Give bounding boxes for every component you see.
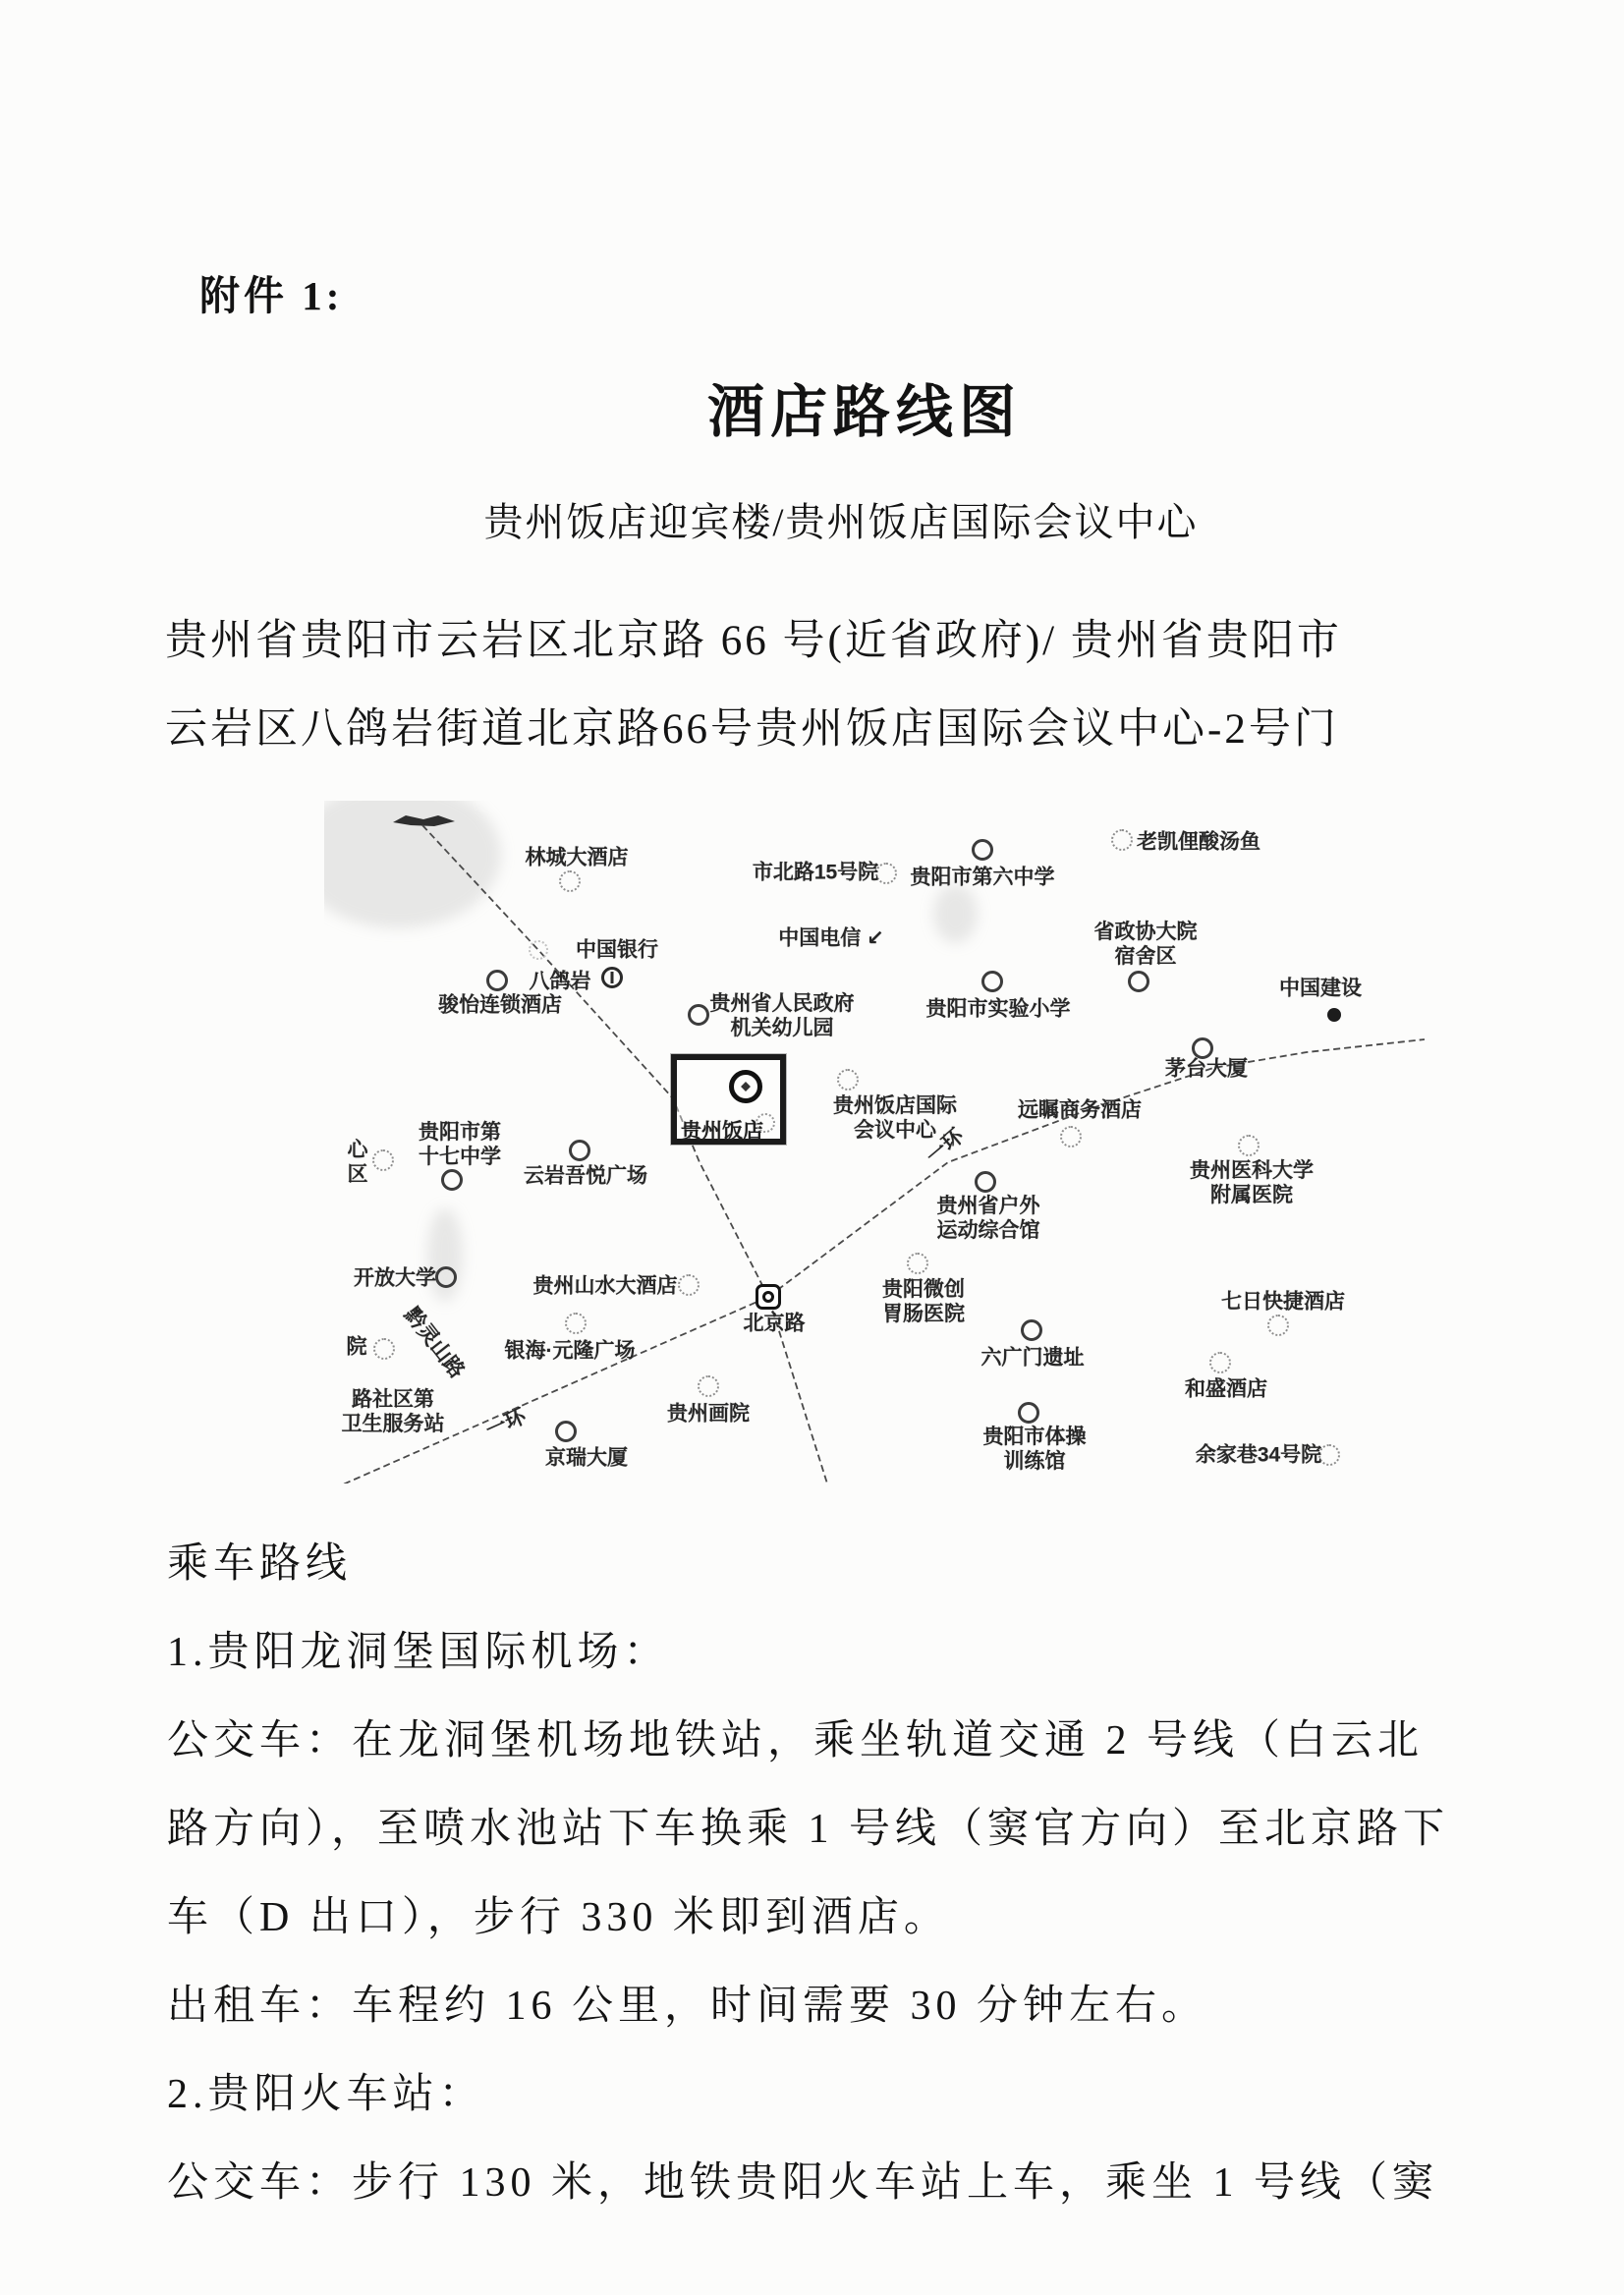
guiyang-experimental-primary-marker	[981, 971, 1003, 992]
bageyan-marker	[486, 970, 508, 991]
shibei-road-15-marker	[875, 863, 897, 884]
hotel-subtitle: 贵州饭店迎宾楼/贵州饭店国际会议中心	[483, 500, 1199, 544]
shanshui-hotel-marker	[678, 1274, 700, 1296]
edge-fragment-yuan-label: 院	[346, 1335, 367, 1359]
guizhou-medical-univ-hospital-label: 贵州医科大学 附属医院	[1190, 1159, 1314, 1206]
gymnastics-training-hall-marker	[1018, 1402, 1039, 1424]
gymnastics-training-hall-label: 贵阳市体操 训练馆	[982, 1426, 1087, 1473]
laokaili-restaurant-marker	[1111, 829, 1133, 851]
guiyang-no17-middle-school-marker	[441, 1169, 463, 1191]
edge-fragment-xin-qu-marker	[372, 1149, 394, 1171]
provincial-cppcc-dormitory-marker	[1128, 971, 1149, 992]
beijing-road-station-marker	[756, 1284, 781, 1310]
hotel-name-label: 贵州饭店	[681, 1120, 763, 1143]
hotel-marker-icon	[756, 1113, 775, 1133]
intl-conference-center-label: 贵州饭店国际 会议中心	[833, 1094, 957, 1142]
edge-fragment-xin-qu-label: 心 区	[347, 1139, 368, 1186]
yujiaxiang-34-marker	[1318, 1444, 1340, 1466]
directions-airport-bus-2: 路方向），至喷水池站下车换乘 1 号线（窦官方向）至北京路下	[167, 1807, 1450, 1852]
outdoor-sports-hall-marker	[975, 1171, 996, 1193]
yunyan-wuyue-plaza-label: 云岩吾悦广场	[524, 1164, 647, 1188]
guiyang-experimental-primary-label: 贵阳市实验小学	[925, 997, 1071, 1021]
yihuan-upper-label: 一环	[922, 1124, 969, 1169]
jingrui-building-label: 京瑞大厦	[545, 1446, 628, 1470]
yujiaxiang-34-label: 余家巷34号院	[1195, 1443, 1322, 1467]
edge-fragment-yuan-marker	[373, 1338, 395, 1360]
yinhai-yuanlong-plaza-label: 银海·元隆广场	[504, 1339, 636, 1363]
address-line-1: 贵州省贵阳市云岩区北京路 66 号(近省政府)/ 贵州省贵阳市	[165, 618, 1342, 664]
hesheng-hotel-label: 和盛酒店	[1185, 1377, 1267, 1401]
page-title: 酒店路线图	[706, 380, 1023, 444]
china-construction-bank-label: 中国建设	[1279, 977, 1362, 1000]
directions-airport-bus-1: 公交车：在龙洞堡机场地铁站，乘坐轨道交通 2 号线（白云北	[167, 1718, 1425, 1763]
lincheng-hotel-label: 林城大酒店	[525, 846, 629, 869]
yihuan-lower-label: 一环	[482, 1404, 530, 1443]
gov-kindergarten-marker	[688, 1004, 709, 1026]
outdoor-sports-hall-label: 贵州省户外 运动综合馆	[936, 1195, 1040, 1242]
jingrui-building-marker	[555, 1421, 577, 1442]
directions-airport-bus-3: 车（D 出口），步行 330 米即到酒店。	[167, 1895, 950, 1940]
road-junction-dot-marker	[529, 940, 548, 960]
bank-of-china-label: 中国银行	[576, 938, 658, 962]
liuguangmen-ruins-marker	[1021, 1319, 1042, 1341]
weichuang-hospital-label: 贵阳微创 胃肠医院	[882, 1278, 965, 1325]
hotel-highlight-box	[671, 1054, 786, 1145]
bank-of-china-marker	[601, 967, 623, 988]
yuanzhu-business-hotel-marker	[1060, 1126, 1082, 1148]
address-line-2: 云岩区八鸽岩街道北京路66号贵州饭店国际会议中心-2号门	[165, 706, 1339, 753]
laokaili-restaurant-label: 老凯俚酸汤鱼	[1137, 830, 1260, 854]
yuanzhu-business-hotel-label: 远瞩商务酒店	[1018, 1098, 1142, 1122]
beijing-road-station-label: 北京路	[743, 1312, 806, 1335]
guizhou-art-academy-label: 贵州画院	[667, 1402, 750, 1426]
china-telecom-label: 中国电信 ↙	[778, 926, 884, 950]
yunyan-wuyue-plaza-marker	[569, 1140, 590, 1161]
directions-railway-bus-1: 公交车：步行 130 米，地铁贵阳火车站上车，乘坐 1 号线（窦	[167, 2160, 1439, 2206]
directions-railway-heading: 2.贵阳火车站：	[167, 2072, 485, 2117]
gov-kindergarten-label: 贵州省人民政府 机关幼儿园	[709, 992, 855, 1039]
intl-conference-center-marker	[837, 1069, 859, 1091]
weichuang-hospital-marker	[907, 1253, 928, 1274]
guiyang-no6-middle-school-label: 贵阳市第六中学	[910, 866, 1055, 889]
liuguangmen-ruins-label: 六广门遗址	[980, 1346, 1085, 1370]
bageyan-label: 八鸽岩	[529, 970, 591, 993]
attachment-label: 附件 1:	[199, 273, 344, 318]
seven-days-express-hotel-marker	[1267, 1315, 1289, 1336]
maotai-building-label: 茅台大厦	[1165, 1057, 1248, 1081]
community-health-station-label: 路社区第 卫生服务站	[341, 1388, 445, 1435]
hotel-pin-icon	[729, 1070, 762, 1103]
guiyang-no17-middle-school-label: 贵阳市第 十七中学	[419, 1121, 501, 1168]
lincheng-hotel-marker	[559, 870, 581, 892]
yinhai-yuanlong-plaza-marker	[565, 1313, 587, 1334]
shibei-road-15-label: 市北路15号院	[752, 861, 879, 884]
junyi-chain-hotel-label: 骏怡连锁酒店	[438, 993, 562, 1017]
china-construction-bank-marker	[1327, 1008, 1341, 1022]
guiyang-no6-middle-school-marker	[972, 839, 993, 861]
hesheng-hotel-marker	[1209, 1352, 1231, 1373]
provincial-cppcc-dormitory-label: 省政协大院 宿舍区	[1093, 921, 1198, 968]
shanshui-hotel-label: 贵州山水大酒店	[532, 1274, 678, 1298]
open-university-label: 开放大学	[354, 1266, 436, 1290]
directions-airport-heading: 1.贵阳龙洞堡国际机场：	[167, 1630, 670, 1675]
guizhou-art-academy-marker	[698, 1375, 719, 1397]
directions-heading: 乘车路线	[167, 1541, 353, 1587]
map-canvas	[324, 801, 1425, 1483]
seven-days-express-hotel-label: 七日快捷酒店	[1221, 1290, 1345, 1314]
guizhou-medical-univ-hospital-marker	[1238, 1135, 1260, 1156]
directions-airport-taxi: 出租车：车程约 16 公里，时间需要 30 分钟左右。	[167, 1984, 1208, 2029]
open-university-marker	[435, 1266, 457, 1288]
map-scribble-icon	[393, 815, 455, 826]
qianlingshan-road-label: 黔灵山路	[400, 1303, 469, 1383]
